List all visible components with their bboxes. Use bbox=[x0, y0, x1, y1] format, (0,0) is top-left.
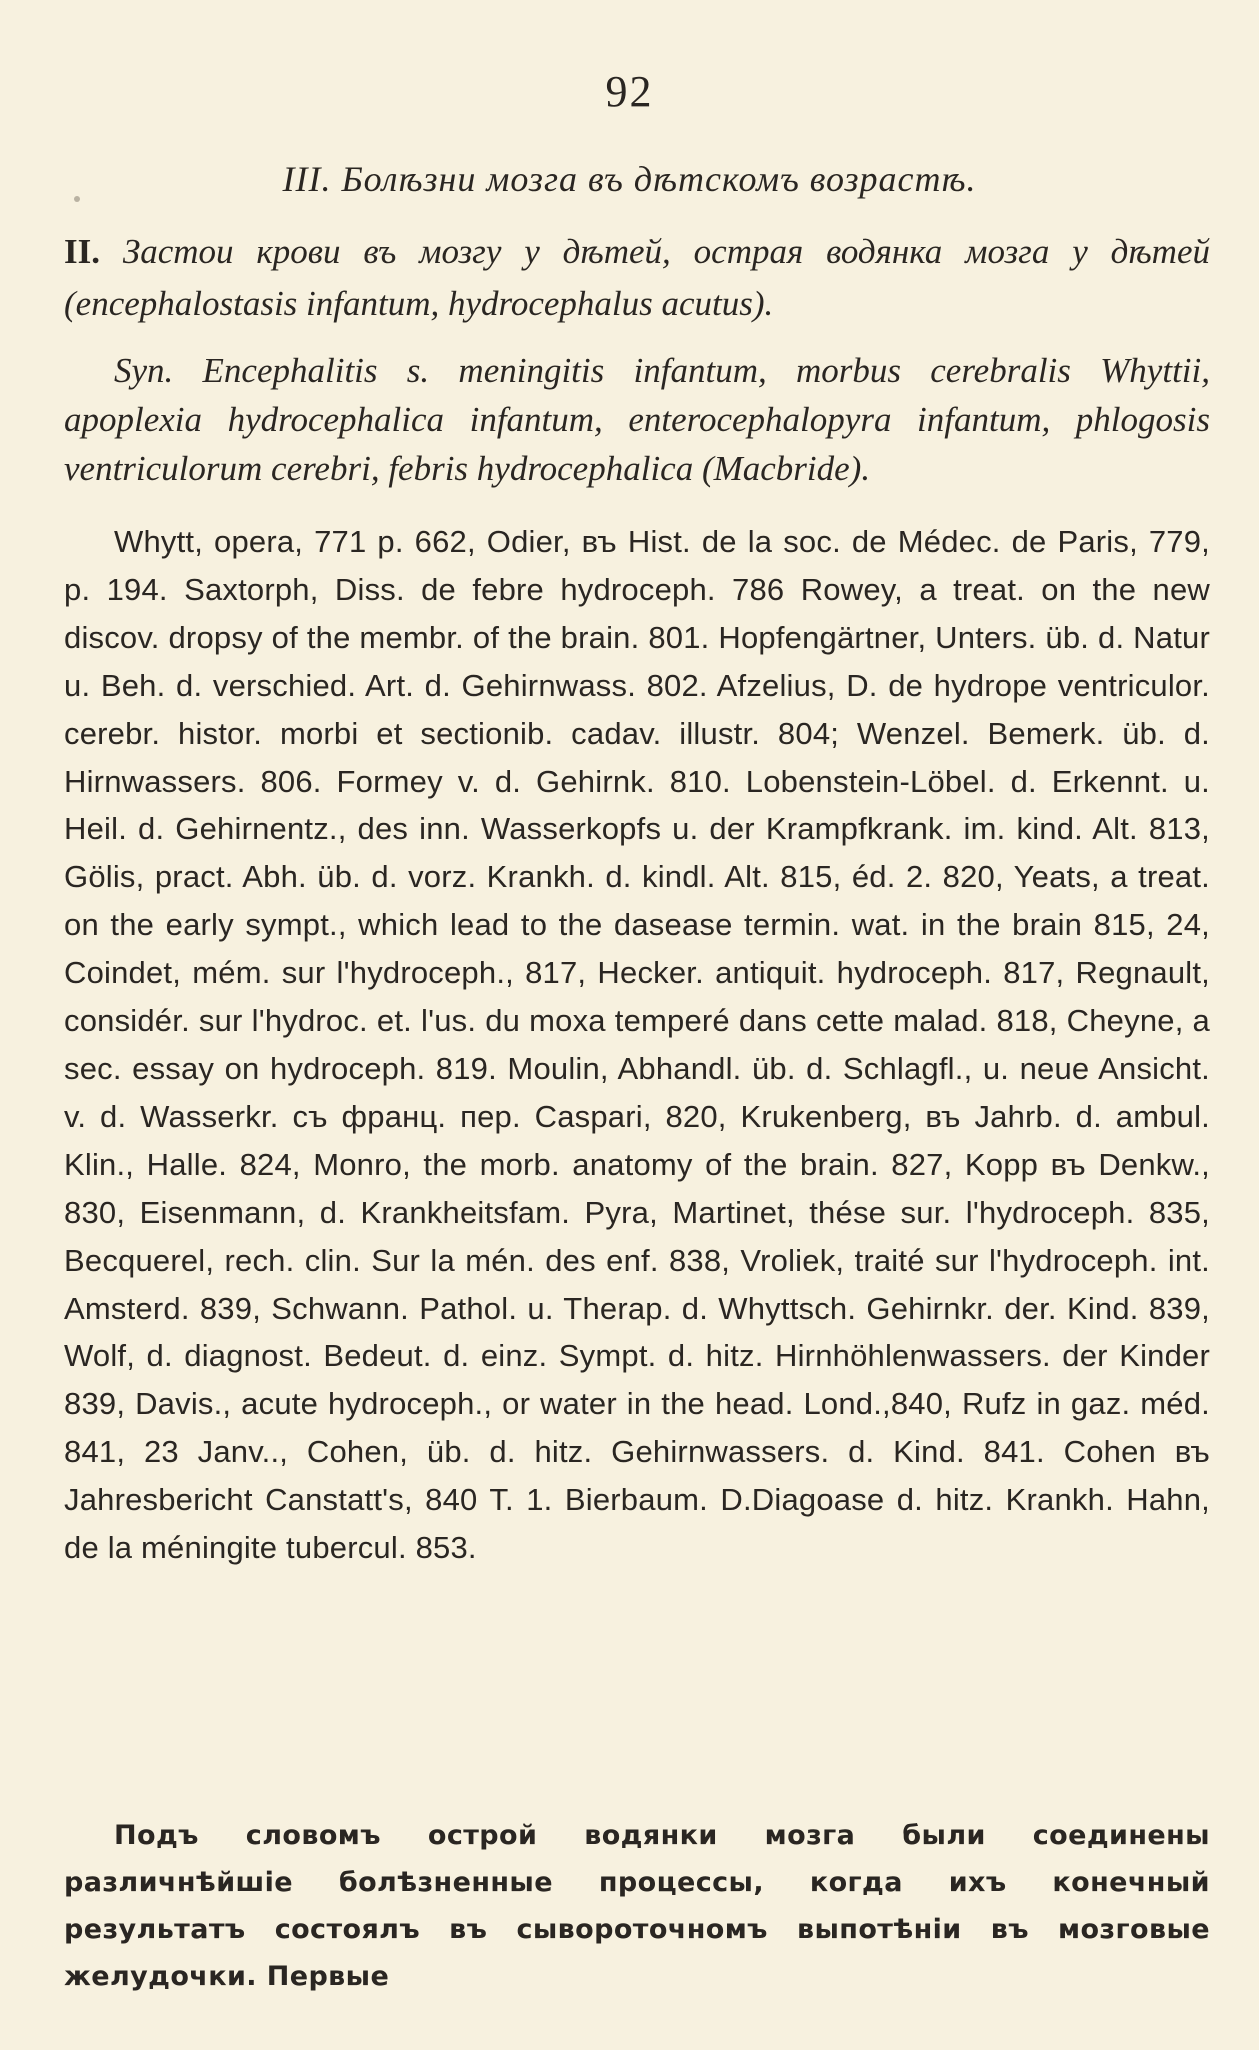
section-heading bbox=[64, 226, 1210, 330]
page-number: 92 bbox=[605, 67, 654, 116]
section-title: Застои крови въ мозгу у дѣтей, острая водянка мозга у дѣтей (encephalostasis infantum, hydrocephalus acutus). bbox=[64, 232, 1210, 323]
literature-paragraph bbox=[64, 518, 1210, 1572]
body-paragraph bbox=[64, 1812, 1210, 2000]
body-text: Подъ словомъ острой водянки мозга были соединены различнѣйшіе болѣзненные процессы, когда ихъ конечный результатъ состоялъ въ сывороточномъ выпотѣніи въ мозговые желудочки. Первые bbox=[64, 1820, 1210, 1992]
synonyms-text: Syn. Encephalitis s. meningitis infantum, morbus cerebralis Whyttii, apoplexia hydrocephalica infantum, enterocephalopyra infantum, phlogosis ventriculorum cerebri, febris hydrocephalica (Macbride). bbox=[64, 351, 1210, 488]
margin-speck bbox=[74, 196, 80, 202]
chapter-title: III. Болѣзни мозга въ дѣтскомъ возрастѣ. bbox=[282, 159, 977, 199]
section-number: II. bbox=[64, 232, 100, 271]
literature-text: Whytt, opera, 771 p. 662, Odier, въ Hist. de la soc. de Médec. de Paris, 779, p. 194. Saxtorph, Diss. de febre hydroceph. 786 Rowey, a treat. on the new discov. dropsy of the membr. of the brain. 801. Hopfengärtner, Unters. üb. d. Natur u. Beh. d. verschied. Art. d. Gehirnwass. 802. Afzelius, D. de hydrope ventriculor. cerebr. histor. morbi et sectionib. cadav. illustr. 804; Wenzel. Bemerk. üb. d. Hirnwassers. 806. Formey v. d. Gehirnk. 810. Lobenstein-Löbel. d. Erkennt. u. Heil. d. Gehirnentz., des inn. Wasserkopfs u. der Krampfkrank. im. kind. Alt. 813, Gölis, pract. Abh. üb. d. vorz. Krankh. d. kindl. Alt. 815, éd. 2. 820, Yeats, a treat. on the early sympt., which lead to the dasease termin. wat. in the brain 815, 24, Coindet, mém. sur l'hydroceph., 817, Hecker. antiquit. hydroceph. 817, Regnault, considér. sur l'hydroc. et. l'us. du moxa temperé dans cette malad. 818, Cheyne, a sec. essay on hydroceph. 819. Moulin, Abhandl. üb. d. Schlagfl., u. neue Ansicht. v. d. Wasserkr. съ франц. пер. Caspari, 820, Krukenberg, въ Jahrb. d. ambul. Klin., Halle. 824, Monro, the morb. anatomy of the brain. 827, Kopp въ Denkw., 830, Eisenmann, d. Krankheitsfam. Pyra, Martinet, thése sur. l'hydroceph. 835, Becquerel, rech. clin. Sur la mén. des enf. 838, Vroliek, traité sur l'hydroceph. int. Amsterd. 839, Schwann. Pathol. u. Therap. d. Whyttsch. Gehirnkr. der. Kind. 839, Wolf, d. diagnost. Bedeut. d. einz. Sympt. d. hitz. Hirnhöhlenwassers. der Kinder 839, Davis., acute hydroceph., or water in the head. Lond.,840, Rufz in gaz. méd. 841, 23 Janv.., Cohen, üb. d. hitz. Gehirnwassers. d. Kind. 841. Cohen въ Jahresbericht Canstatt's, 840 T. 1. Bierbaum. D.Diagoase d. hitz. Krankh. Hahn, de la méningite tubercul. 853. bbox=[64, 524, 1210, 1566]
synonyms-paragraph bbox=[64, 346, 1210, 493]
